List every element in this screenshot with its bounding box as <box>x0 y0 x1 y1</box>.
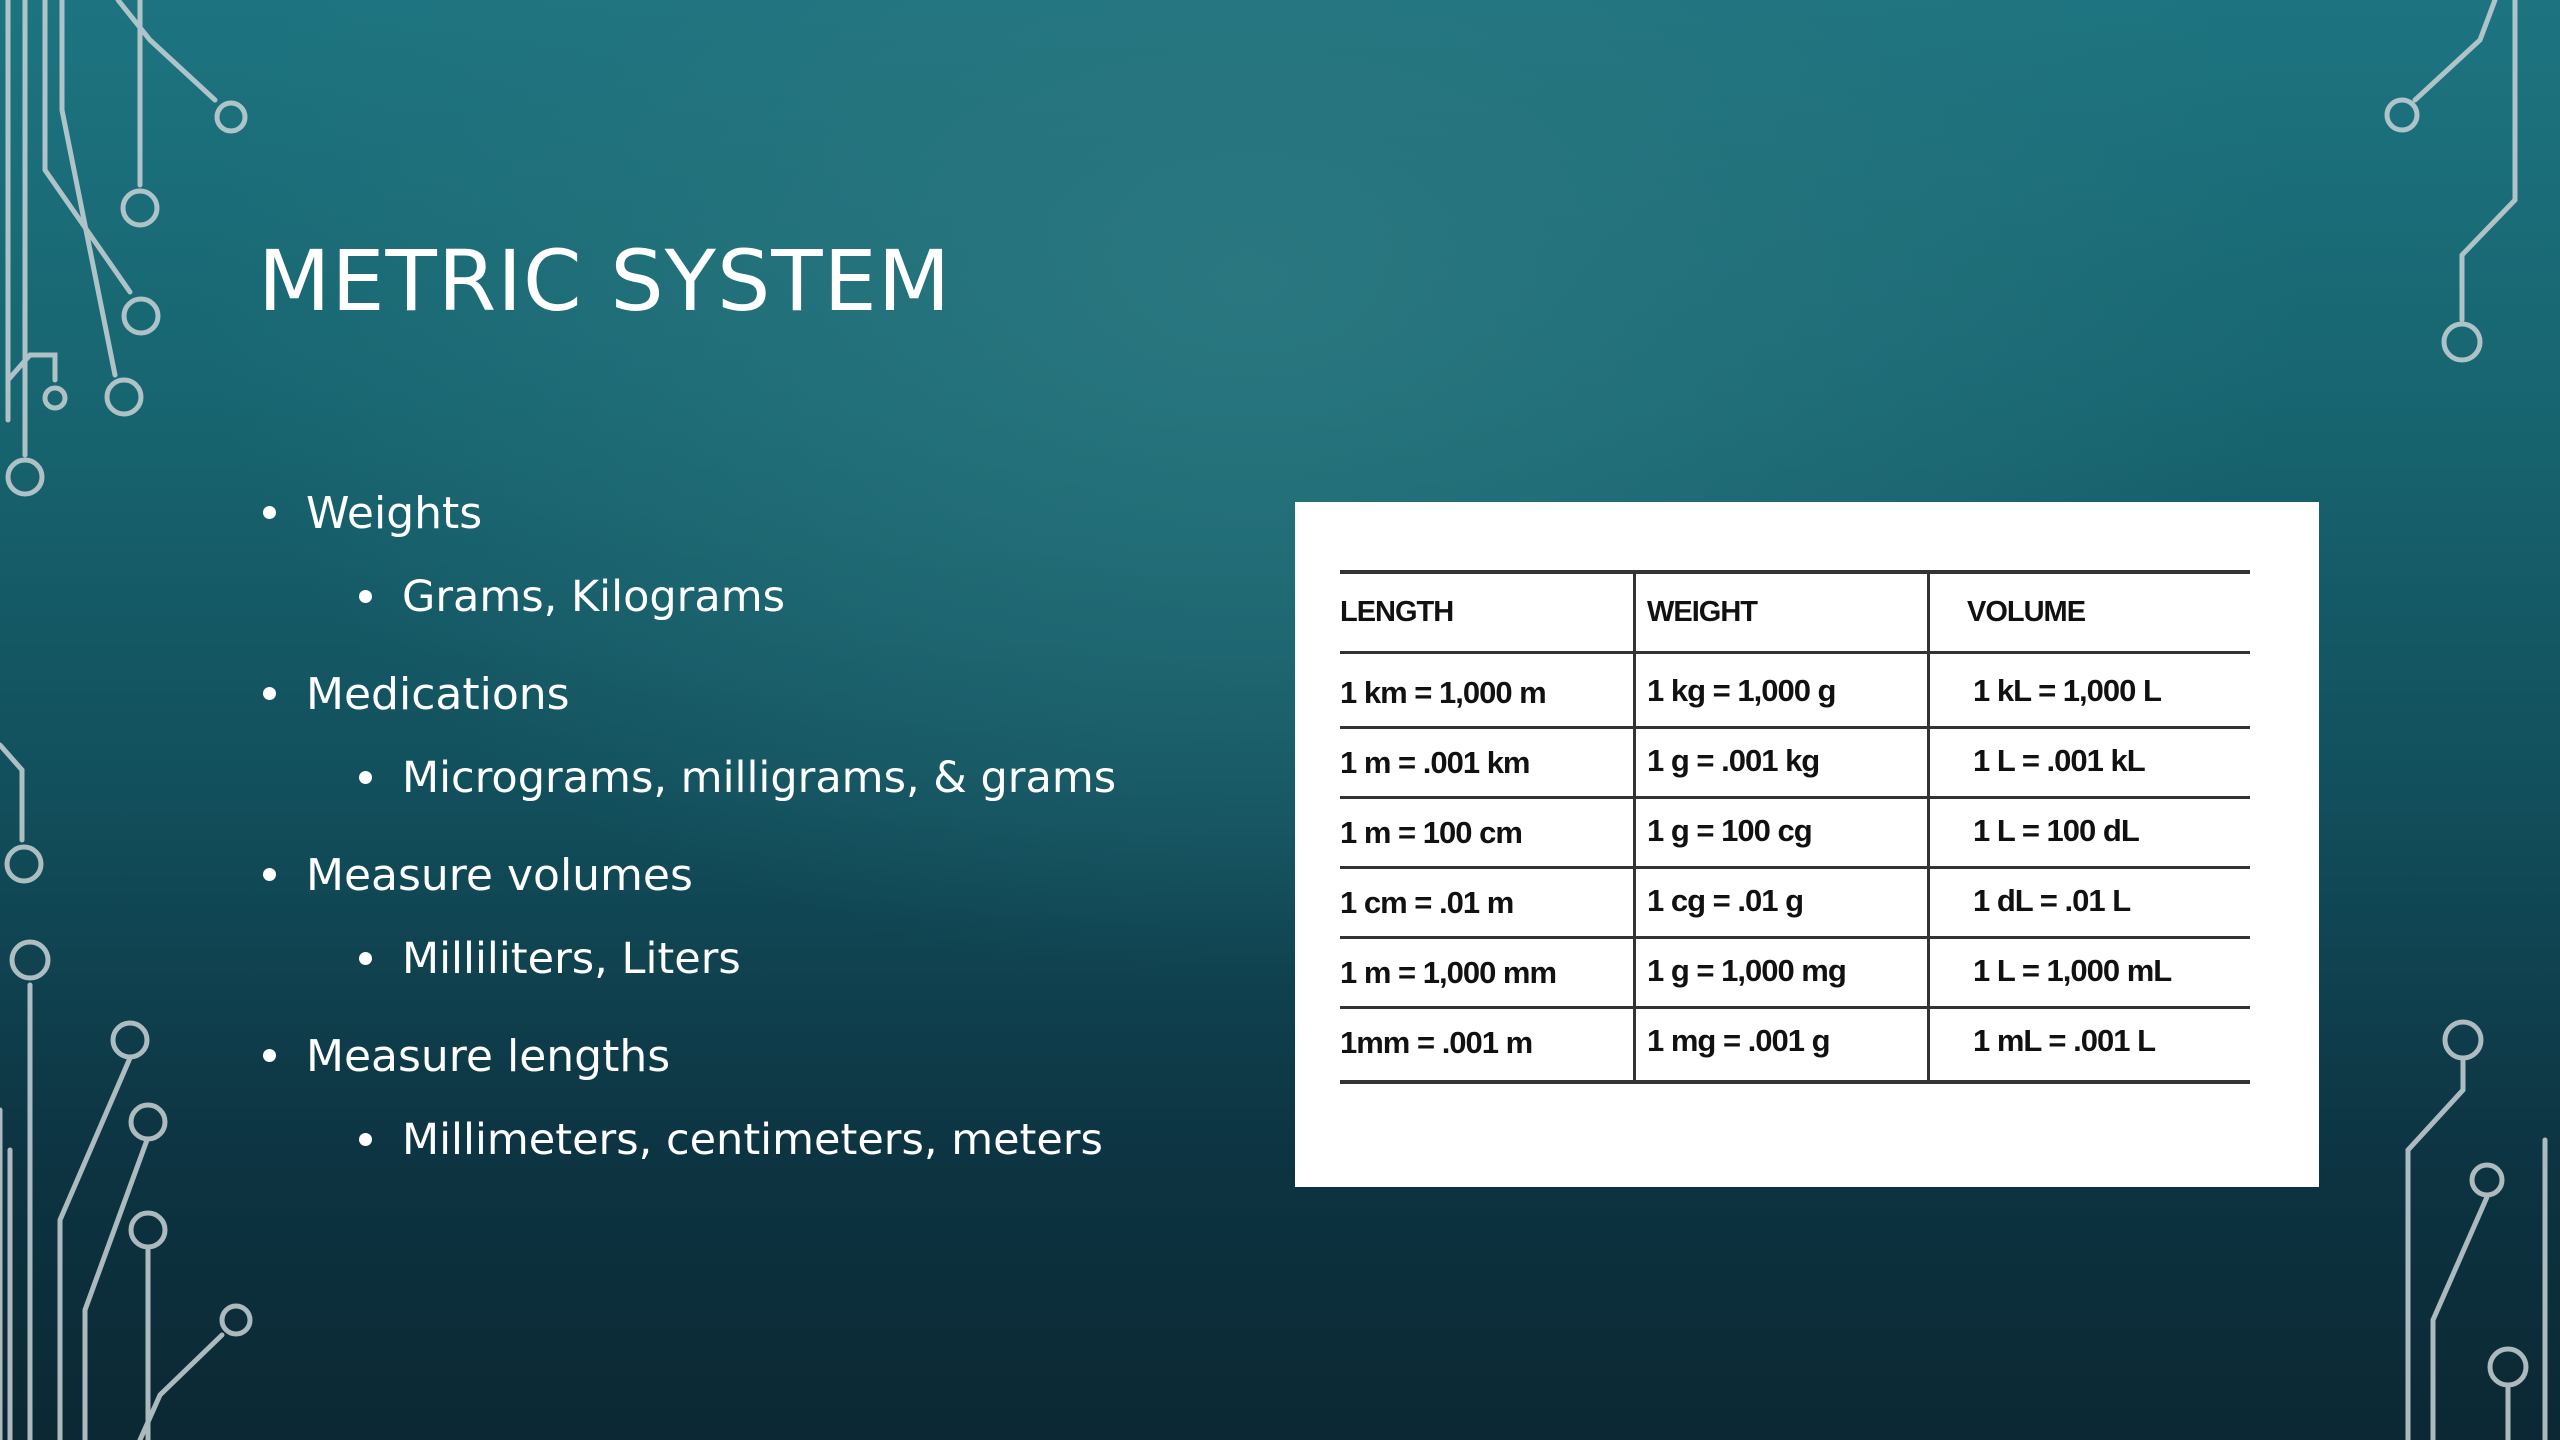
sub-bullet-lengths: Millimeters, centimeters, meters <box>402 1115 1103 1165</box>
bullet-list <box>0 0 1250 1440</box>
table-cell: 1 mL = .001 L <box>1973 1023 2156 1058</box>
table-rule <box>1340 796 2250 799</box>
sub-bullet-medications: Micrograms, milligrams, & grams <box>402 753 1117 803</box>
table-cell: 1 m = .001 km <box>1340 745 1530 780</box>
table-cell: 1 kg = 1,000 g <box>1647 673 1836 708</box>
table-header-volume: VOLUME <box>1967 596 2086 628</box>
table-cell: 1 cg = .01 g <box>1647 883 1804 918</box>
table-cell: 1 mg = .001 g <box>1647 1023 1830 1058</box>
sub-bullet-dot <box>359 590 372 603</box>
bullet-weights: Weights <box>306 488 483 539</box>
table-cell: 1 dL = .01 L <box>1973 883 2131 918</box>
table-cell: 1 kL = 1,000 L <box>1973 673 2161 708</box>
table-divider <box>1927 572 1930 1084</box>
bullet-volumes: Measure volumes <box>306 850 693 901</box>
table-header-length: LENGTH <box>1340 596 1454 628</box>
bullet-dot <box>263 506 276 519</box>
bullet-medications: Medications <box>306 669 570 720</box>
table-cell: 1 g = .001 kg <box>1647 743 1820 778</box>
table-rule <box>1340 651 2250 654</box>
table-rule <box>1340 570 2250 574</box>
table-cell: 1 g = 1,000 mg <box>1647 953 1846 988</box>
table-cell: 1mm = .001 m <box>1340 1025 1533 1060</box>
table-cell: 1 g = 100 cg <box>1647 813 1812 848</box>
bullet-lengths: Measure lengths <box>306 1031 671 1082</box>
sub-bullet-dot <box>359 771 372 784</box>
table-divider <box>1633 572 1636 1084</box>
table-cell: 1 L = 1,000 mL <box>1973 953 2172 988</box>
sub-bullet-weights: Grams, Kilograms <box>402 572 785 622</box>
bullet-dot <box>263 868 276 881</box>
table-cell: 1 m = 100 cm <box>1340 815 1522 850</box>
table-rule <box>1340 936 2250 939</box>
sub-bullet-dot <box>359 952 372 965</box>
table-cell: 1 m = 1,000 mm <box>1340 955 1557 990</box>
bullet-dot <box>263 687 276 700</box>
table-header-weight: WEIGHT <box>1647 596 1757 628</box>
sub-bullet-dot <box>359 1133 372 1146</box>
sub-bullet-volumes: Milliliters, Liters <box>402 934 741 984</box>
slide-title: METRIC SYSTEM <box>258 232 952 330</box>
table-cell: 1 cm = .01 m <box>1340 885 1514 920</box>
table-cell: 1 L = .001 kL <box>1973 743 2145 778</box>
bullet-dot <box>263 1049 276 1062</box>
table-rule <box>1340 726 2250 729</box>
table-rule <box>1340 1006 2250 1009</box>
table-rule <box>1340 866 2250 869</box>
table-cell: 1 km = 1,000 m <box>1340 675 1546 710</box>
table-cell: 1 L = 100 dL <box>1973 813 2139 848</box>
table-rule <box>1340 1080 2250 1084</box>
metric-conversion-table <box>1295 502 2319 1187</box>
